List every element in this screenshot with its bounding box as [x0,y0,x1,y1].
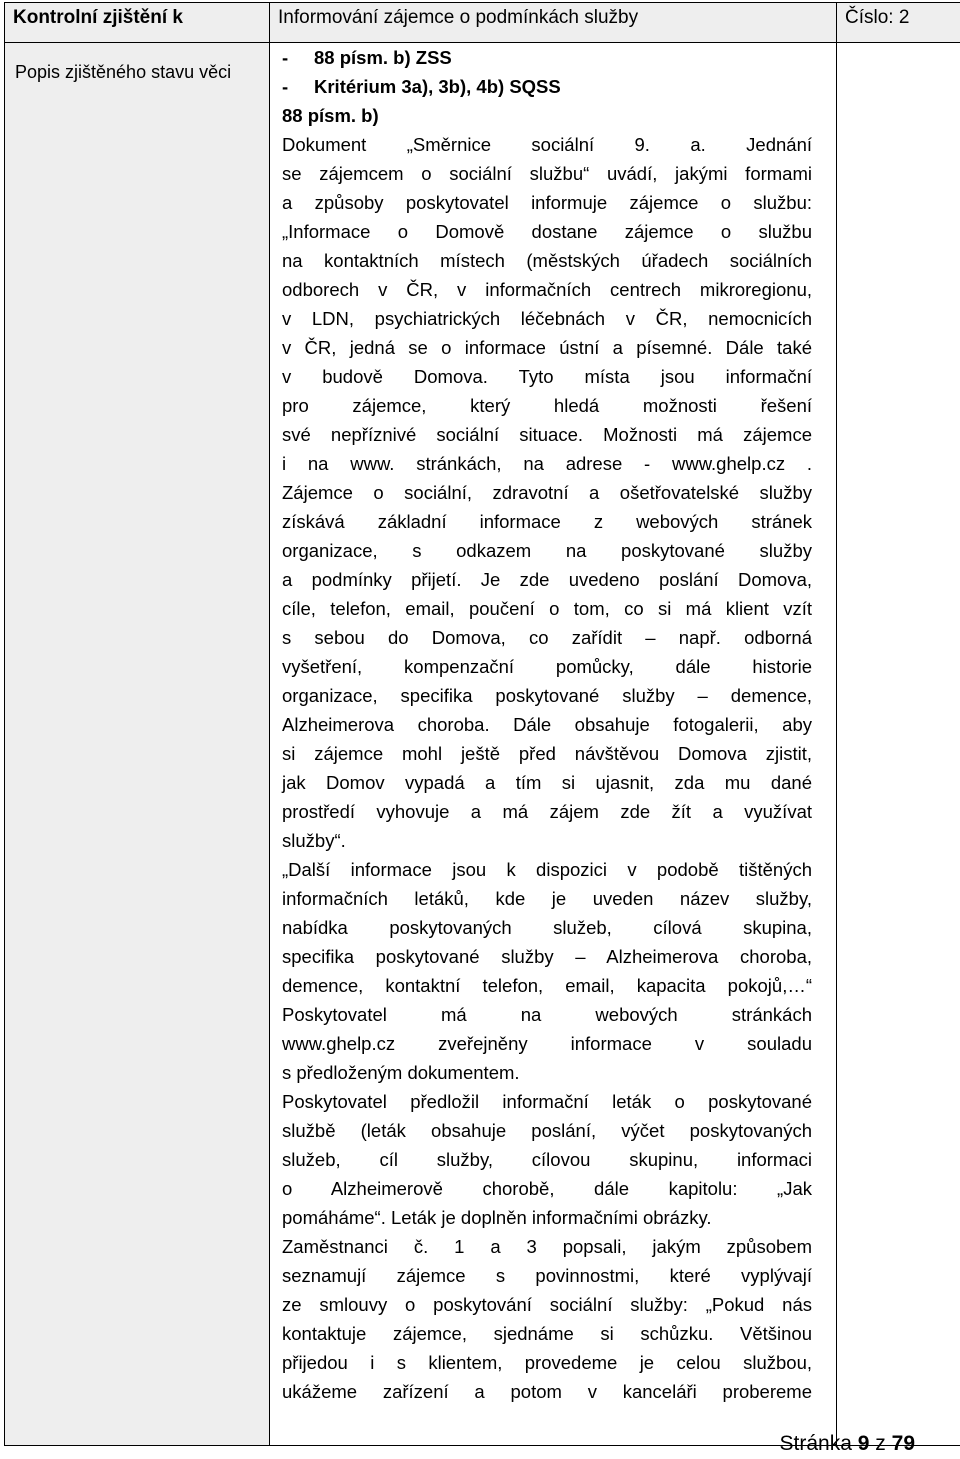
text-line: jak Domov vypadá a tím si ujasnit, zda mu dané [282,772,812,793]
text-line: se zájemcem o sociální službu“ uvádí, jakými formami [282,163,812,184]
footer-prefix: Stránka [779,1432,852,1455]
text-line: získává základní informace z webových stránek [282,511,812,532]
text-line: „Další informace jsou k dispozici v podobě tištěných [282,859,812,880]
text-line: Poskytovatel předložil informační leták o poskytované [282,1091,812,1112]
footer-page-number: 9 [857,1432,870,1455]
table-body-row [5,43,960,1446]
number-column-cell [837,43,960,1446]
header-findings-title: Kontrolní zjištění k [5,3,270,43]
text-line: specifika poskytované služby – Alzheimerova choroba, [282,946,812,967]
text-line: Zaměstnanci č. 1 a 3 popsali, jakým způsobem [282,1236,812,1257]
footer-of: z [875,1432,886,1455]
text-line: a způsoby poskytovatel informuje zájemce o službu: [282,192,812,213]
text-line: odborech v ČR, v informačních centrech mikroregionu, [282,279,812,300]
text-line: a podmínky přijetí. Je zde uvedeno poslání Domova, [282,569,812,590]
text-line: si zájemce mohl ještě před návštěvou Domova zjistit, [282,743,812,764]
text-line: o Alzheimerově chorobě, dále kapitolu: „Jak [282,1178,812,1199]
text-line: prostředí vyhovuje a má zájem zde žít a využívat [282,801,812,822]
criterion-item: - Kritérium 3a), 3b), 4b) SQSS [282,76,561,97]
text-line: na kontaktních místech (městských úřadech sociálních [282,250,812,271]
text-line: s sebou do Domova, co zařídit – např. odborná [282,627,812,648]
text-line: pro zájemce, který hledá možnosti řešení [282,395,812,416]
findings-table [4,2,960,1446]
text-line: přijedou i s klientem, provedeme je celou službou, [282,1352,812,1373]
text-line: seznamují zájemce s povinnostmi, které vyplývají [282,1265,812,1286]
text-line: demence, kontaktní telefon, email, kapacita pokojů,…“ [282,975,812,996]
text-line: Poskytovatel má na webových stránkách [282,1004,812,1025]
text-line: s předloženým dokumentem. [282,1062,520,1083]
text-line: kontaktuje zájemce, sjednáme si schůzku. Většinou [282,1323,812,1344]
description-lines [282,130,812,1406]
text-line: ze smlouvy o poskytování sociální služby: „Pokud nás [282,1294,812,1315]
text-line: cíle, telefon, email, poučení o tom, co si má klient vzít [282,598,812,619]
footer-page-total: 79 [891,1432,915,1455]
text-line: vyšetření, kompenzační pomůcky, dále historie [282,656,812,677]
text-line: v budově Domova. Tyto místa jsou informační [282,366,812,387]
text-line: organizace, s odkazem na poskytované služby [282,540,812,561]
text-line: organizace, specifika poskytované služby – demence, [282,685,812,706]
page-footer [780,1432,915,1456]
text-line: Dokument „Směrnice sociální 9. a. Jednání [282,134,812,155]
text-line: i na www. stránkách, na adrese - www.ghelp.cz . [282,453,812,474]
text-line: v LDN, psychiatrických léčebnách v ČR, nemocnicích [282,308,812,329]
text-line: své nepříznivé sociální situace. Možnosti má zájemce [282,424,812,445]
text-line: v ČR, jedná se o informace ústní a písemné. Dále také [282,337,812,358]
text-line: službě (leták obsahuje poslání, výčet poskytovaných [282,1120,812,1141]
description-cell [270,43,837,1446]
text-line: nabídka poskytovaných služeb, cílová skupina, [282,917,812,938]
row-label: Popis zjištěného stavu věci [5,43,270,1446]
text-line: ukážeme zařízení a potom v kanceláři probereme [282,1381,812,1402]
text-line: „Informace o Domově dostane zájemce o službu [282,221,812,242]
text-line: služeb, cíl služby, cílovou skupinu, informaci [282,1149,812,1170]
text-line: informačních letáků, kde je uveden název služby, [282,888,812,909]
text-line: Zájemce o sociální, zdravotní a ošetřovatelské služby [282,482,812,503]
text-line: pomáháme“. Leták je doplněn informačními obrázky. [282,1207,712,1228]
description-text [270,43,812,1406]
criterion-item: - 88 písm. b) ZSS [282,47,452,68]
text-line: služby“. [282,830,346,851]
table-header-row [5,3,960,43]
text-line: www.ghelp.cz zveřejněny informace v souladu [282,1033,812,1054]
text-line: Alzheimerova choroba. Dále obsahuje fotogalerii, aby [282,714,812,735]
section-reference: 88 písm. b) [282,105,379,126]
header-number: Číslo: 2 [837,3,960,43]
header-topic: Informování zájemce o podmínkách služby [270,3,837,43]
